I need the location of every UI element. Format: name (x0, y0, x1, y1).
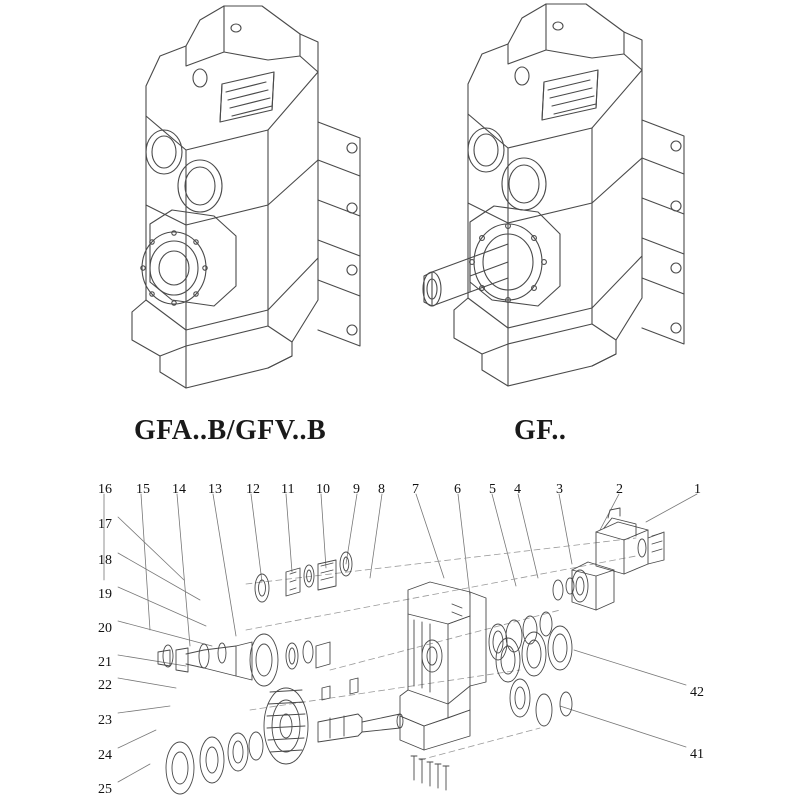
callout-23: 23 (98, 713, 112, 728)
callout-12: 12 (246, 482, 260, 497)
left-gearbox-drawing (132, 6, 360, 388)
callout-7: 7 (412, 482, 419, 497)
callout-41: 41 (690, 747, 704, 762)
callout-42: 42 (690, 685, 704, 700)
callout-15: 15 (136, 482, 150, 497)
callout-4: 4 (514, 482, 521, 497)
callout-19: 19 (98, 587, 112, 602)
callout-3: 3 (556, 482, 563, 497)
callout-22: 22 (98, 678, 112, 693)
callout-20: 20 (98, 621, 112, 636)
callout-24: 24 (98, 748, 112, 763)
figure-caption-right: GF.. (514, 415, 567, 446)
exploded-diagram-svg (0, 460, 800, 800)
callout-17: 17 (98, 517, 112, 532)
callout-21: 21 (98, 655, 112, 670)
callout-13: 13 (208, 482, 222, 497)
callout-1: 1 (694, 482, 701, 497)
exploded-view (0, 460, 800, 800)
callout-10: 10 (316, 482, 330, 497)
callout-5: 5 (489, 482, 496, 497)
callout-11: 11 (281, 482, 295, 497)
callout-8: 8 (378, 482, 385, 497)
callout-6: 6 (454, 482, 461, 497)
callout-16: 16 (98, 482, 112, 497)
callout-25: 25 (98, 782, 112, 797)
figure-caption-left: GFA..B/GFV..B (134, 415, 327, 446)
callout-2: 2 (616, 482, 623, 497)
callout-9: 9 (353, 482, 360, 497)
callout-14: 14 (172, 482, 186, 497)
right-gearbox-drawing (423, 4, 684, 386)
callout-18: 18 (98, 553, 112, 568)
